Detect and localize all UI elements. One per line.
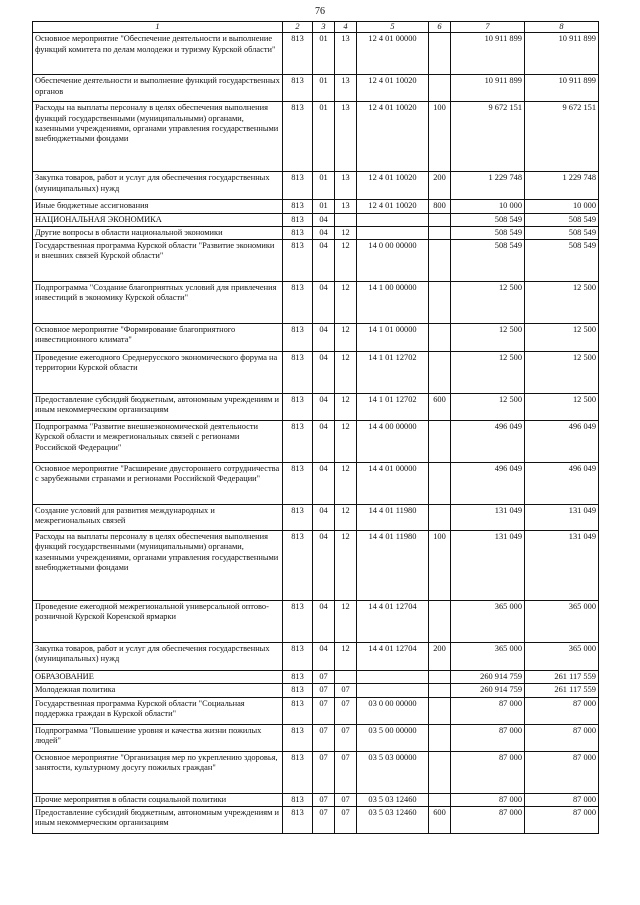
row-name-cell: Подпрограмма "Повышение уровня и качества жизни пожилых людей"	[33, 724, 283, 751]
row-name-cell: Подпрограмма "Развитие внешнеэкономической деятельности Курской области и межрегиональных связей с регионами Российской Федерации"	[33, 421, 283, 463]
target-article-cell: 03 5 03 00000	[357, 751, 429, 793]
subsection-cell: 12	[335, 421, 357, 463]
amount-year2-cell: 9 672 151	[525, 102, 599, 172]
amount-year1-cell: 12 500	[451, 352, 525, 394]
amount-year1-cell: 87 000	[451, 806, 525, 833]
admin-code-cell: 813	[283, 172, 313, 200]
expense-type-cell	[429, 33, 451, 75]
subsection-cell: 12	[335, 531, 357, 601]
table-row	[33, 643, 599, 671]
expense-type-cell	[429, 751, 451, 793]
amount-year1-cell: 131 049	[451, 505, 525, 531]
amount-year1-cell: 10 911 899	[451, 75, 525, 102]
subsection-cell	[335, 213, 357, 226]
column-header-8: 8	[525, 22, 599, 33]
expense-type-cell	[429, 601, 451, 643]
row-name-cell: Предоставление субсидий бюджетным, автономным учреждениям и иным некоммерческим организациям	[33, 394, 283, 421]
subsection-cell: 12	[335, 394, 357, 421]
table-row	[33, 684, 599, 697]
subsection-cell: 07	[335, 724, 357, 751]
section-cell: 07	[313, 751, 335, 793]
subsection-cell: 12	[335, 282, 357, 324]
table-row	[33, 697, 599, 724]
expense-type-cell	[429, 505, 451, 531]
target-article-cell: 14 1 01 12702	[357, 394, 429, 421]
target-article-cell: 12 4 01 10020	[357, 200, 429, 213]
table-row	[33, 671, 599, 684]
subsection-cell: 13	[335, 102, 357, 172]
expense-type-cell: 100	[429, 102, 451, 172]
expense-type-cell	[429, 324, 451, 352]
page-number: 76	[315, 6, 325, 17]
expense-type-cell	[429, 793, 451, 806]
row-name-cell: Иные бюджетные ассигнования	[33, 200, 283, 213]
section-cell: 04	[313, 531, 335, 601]
section-cell: 01	[313, 200, 335, 213]
subsection-cell: 12	[335, 601, 357, 643]
amount-year2-cell: 87 000	[525, 697, 599, 724]
section-cell: 04	[313, 226, 335, 239]
target-article-cell: 14 4 01 11980	[357, 505, 429, 531]
table-row	[33, 352, 599, 394]
row-name-cell: Государственная программа Курской области "Социальная поддержка граждан в Курской области"	[33, 697, 283, 724]
amount-year1-cell: 12 500	[451, 324, 525, 352]
amount-year2-cell: 87 000	[525, 751, 599, 793]
column-header-3: 3	[313, 22, 335, 33]
table-row	[33, 75, 599, 102]
target-article-cell: 03 5 03 12460	[357, 806, 429, 833]
admin-code-cell: 813	[283, 394, 313, 421]
table-row	[33, 505, 599, 531]
amount-year2-cell: 496 049	[525, 463, 599, 505]
expense-type-cell	[429, 724, 451, 751]
amount-year2-cell: 12 500	[525, 324, 599, 352]
expense-type-cell: 200	[429, 172, 451, 200]
subsection-cell: 07	[335, 684, 357, 697]
target-article-cell: 12 4 01 10020	[357, 75, 429, 102]
expense-type-cell	[429, 421, 451, 463]
target-article-cell: 12 4 01 10020	[357, 172, 429, 200]
amount-year2-cell: 10 911 899	[525, 75, 599, 102]
budget-table	[32, 21, 599, 834]
amount-year1-cell: 10 000	[451, 200, 525, 213]
target-article-cell: 14 4 01 12704	[357, 601, 429, 643]
amount-year1-cell: 365 000	[451, 601, 525, 643]
section-cell: 04	[313, 282, 335, 324]
table-row	[33, 226, 599, 239]
target-article-cell: 03 5 00 00000	[357, 724, 429, 751]
amount-year1-cell: 496 049	[451, 463, 525, 505]
column-header-6: 6	[429, 22, 451, 33]
row-name-cell: Основное мероприятие "Формирование благоприятного инвестиционного климата"	[33, 324, 283, 352]
subsection-cell: 07	[335, 806, 357, 833]
subsection-cell: 07	[335, 793, 357, 806]
admin-code-cell: 813	[283, 463, 313, 505]
section-cell: 07	[313, 806, 335, 833]
expense-type-cell: 600	[429, 806, 451, 833]
row-name-cell: Молодежная политика	[33, 684, 283, 697]
amount-year1-cell: 87 000	[451, 724, 525, 751]
admin-code-cell: 813	[283, 601, 313, 643]
target-article-cell: 03 5 03 12460	[357, 793, 429, 806]
section-cell: 07	[313, 697, 335, 724]
admin-code-cell: 813	[283, 531, 313, 601]
subsection-cell: 13	[335, 33, 357, 75]
row-name-cell: Другие вопросы в области национальной экономики	[33, 226, 283, 239]
section-cell: 04	[313, 601, 335, 643]
amount-year2-cell: 508 549	[525, 213, 599, 226]
row-name-cell: Закупка товаров, работ и услуг для обеспечения государственных (муниципальных) нужд	[33, 643, 283, 671]
admin-code-cell: 813	[283, 421, 313, 463]
amount-year1-cell: 87 000	[451, 751, 525, 793]
row-name-cell: Государственная программа Курской области "Развитие экономики и внешних связей Курской области"	[33, 240, 283, 282]
table-row	[33, 531, 599, 601]
table-row	[33, 793, 599, 806]
row-name-cell: Расходы на выплаты персоналу в целях обеспечения выполнения функций государственными (муниципальными) органами, казенными учреждениями, органами управления государственными внебюджетными фондами	[33, 531, 283, 601]
table-row	[33, 200, 599, 213]
subsection-cell: 12	[335, 463, 357, 505]
admin-code-cell: 813	[283, 505, 313, 531]
target-article-cell: 14 4 01 11980	[357, 531, 429, 601]
subsection-cell: 13	[335, 200, 357, 213]
amount-year2-cell: 87 000	[525, 793, 599, 806]
table-row	[33, 463, 599, 505]
amount-year2-cell: 261 117 559	[525, 671, 599, 684]
expense-type-cell	[429, 75, 451, 102]
amount-year2-cell: 10 911 899	[525, 33, 599, 75]
section-cell: 04	[313, 505, 335, 531]
amount-year1-cell: 10 911 899	[451, 33, 525, 75]
table-row	[33, 806, 599, 833]
amount-year1-cell: 12 500	[451, 394, 525, 421]
row-name-cell: Закупка товаров, работ и услуг для обеспечения государственных (муниципальных) нужд	[33, 172, 283, 200]
subsection-cell: 12	[335, 226, 357, 239]
table-row	[33, 601, 599, 643]
amount-year1-cell: 496 049	[451, 421, 525, 463]
table-row	[33, 172, 599, 200]
admin-code-cell: 813	[283, 226, 313, 239]
table-row	[33, 33, 599, 75]
admin-code-cell: 813	[283, 793, 313, 806]
table-row	[33, 394, 599, 421]
amount-year1-cell: 1 229 748	[451, 172, 525, 200]
section-cell: 01	[313, 172, 335, 200]
target-article-cell: 14 4 00 00000	[357, 421, 429, 463]
admin-code-cell: 813	[283, 240, 313, 282]
table-body	[33, 33, 599, 834]
target-article-cell: 12 4 01 10020	[357, 102, 429, 172]
admin-code-cell: 813	[283, 102, 313, 172]
amount-year2-cell: 496 049	[525, 421, 599, 463]
section-cell: 04	[313, 324, 335, 352]
amount-year1-cell: 87 000	[451, 793, 525, 806]
amount-year2-cell: 12 500	[525, 352, 599, 394]
admin-code-cell: 813	[283, 671, 313, 684]
amount-year1-cell: 508 549	[451, 226, 525, 239]
section-cell: 04	[313, 643, 335, 671]
target-article-cell: 14 4 01 12704	[357, 643, 429, 671]
admin-code-cell: 813	[283, 684, 313, 697]
expense-type-cell	[429, 697, 451, 724]
admin-code-cell: 813	[283, 75, 313, 102]
amount-year1-cell: 508 549	[451, 213, 525, 226]
section-cell: 04	[313, 463, 335, 505]
amount-year2-cell: 87 000	[525, 806, 599, 833]
amount-year2-cell: 12 500	[525, 282, 599, 324]
row-name-cell: НАЦИОНАЛЬНАЯ ЭКОНОМИКА	[33, 213, 283, 226]
subsection-cell: 07	[335, 697, 357, 724]
expense-type-cell	[429, 282, 451, 324]
subsection-cell: 13	[335, 172, 357, 200]
target-article-cell	[357, 213, 429, 226]
row-name-cell: Обеспечение деятельности и выполнение функций государственных органов	[33, 75, 283, 102]
table-row	[33, 240, 599, 282]
target-article-cell: 14 0 00 00000	[357, 240, 429, 282]
row-name-cell: ОБРАЗОВАНИЕ	[33, 671, 283, 684]
row-name-cell: Основное мероприятие "Обеспечение деятельности и выполнение функций комитета по делам молодежи и туризму Курской области"	[33, 33, 283, 75]
section-cell: 01	[313, 102, 335, 172]
section-cell: 01	[313, 75, 335, 102]
amount-year2-cell: 365 000	[525, 601, 599, 643]
table-row	[33, 724, 599, 751]
column-header-1: 1	[33, 22, 283, 33]
amount-year2-cell: 1 229 748	[525, 172, 599, 200]
amount-year1-cell: 365 000	[451, 643, 525, 671]
section-cell: 01	[313, 33, 335, 75]
admin-code-cell: 813	[283, 751, 313, 793]
row-name-cell: Расходы на выплаты персоналу в целях обеспечения выполнения функций государственными (муниципальными) органами, казенными учреждениями, органами управления государственными внебюджетными фондами	[33, 102, 283, 172]
column-header-7: 7	[451, 22, 525, 33]
column-header-5: 5	[357, 22, 429, 33]
target-article-cell: 14 1 01 00000	[357, 324, 429, 352]
admin-code-cell: 813	[283, 643, 313, 671]
admin-code-cell: 813	[283, 806, 313, 833]
subsection-cell: 13	[335, 75, 357, 102]
section-cell: 04	[313, 421, 335, 463]
target-article-cell: 14 1 00 00000	[357, 282, 429, 324]
admin-code-cell: 813	[283, 282, 313, 324]
amount-year2-cell: 365 000	[525, 643, 599, 671]
amount-year1-cell: 508 549	[451, 240, 525, 282]
table-row	[33, 213, 599, 226]
target-article-cell: 14 1 01 12702	[357, 352, 429, 394]
expense-type-cell	[429, 226, 451, 239]
amount-year2-cell: 87 000	[525, 724, 599, 751]
expense-type-cell: 100	[429, 531, 451, 601]
amount-year1-cell: 260 914 759	[451, 684, 525, 697]
row-name-cell: Основное мероприятие "Расширение двустороннего сотрудничества с зарубежными странами и регионами Российской Федерации"	[33, 463, 283, 505]
amount-year2-cell: 508 549	[525, 226, 599, 239]
subsection-cell: 12	[335, 643, 357, 671]
section-cell: 04	[313, 213, 335, 226]
row-name-cell: Проведение ежегодного Среднерусского экономического форума на территории Курской области	[33, 352, 283, 394]
section-cell: 07	[313, 671, 335, 684]
row-name-cell: Основное мероприятие "Организация мер по укреплению здоровья, занятости, культурному досугу пожилых граждан"	[33, 751, 283, 793]
table-row	[33, 282, 599, 324]
expense-type-cell	[429, 463, 451, 505]
amount-year2-cell: 131 049	[525, 531, 599, 601]
row-name-cell: Предоставление субсидий бюджетным, автономным учреждениям и иным некоммерческим организациям	[33, 806, 283, 833]
section-cell: 04	[313, 352, 335, 394]
column-header-2: 2	[283, 22, 313, 33]
section-cell: 07	[313, 724, 335, 751]
admin-code-cell: 813	[283, 200, 313, 213]
expense-type-cell	[429, 352, 451, 394]
subsection-cell: 07	[335, 751, 357, 793]
expense-type-cell	[429, 671, 451, 684]
admin-code-cell: 813	[283, 352, 313, 394]
expense-type-cell	[429, 684, 451, 697]
table-row	[33, 421, 599, 463]
target-article-cell	[357, 226, 429, 239]
amount-year2-cell: 10 000	[525, 200, 599, 213]
section-cell: 04	[313, 394, 335, 421]
amount-year1-cell: 260 914 759	[451, 671, 525, 684]
subsection-cell: 12	[335, 505, 357, 531]
section-cell: 07	[313, 793, 335, 806]
section-cell: 07	[313, 684, 335, 697]
table-row	[33, 102, 599, 172]
amount-year1-cell: 9 672 151	[451, 102, 525, 172]
table-row	[33, 751, 599, 793]
target-article-cell: 14 4 01 00000	[357, 463, 429, 505]
subsection-cell: 12	[335, 352, 357, 394]
row-name-cell: Проведение ежегодной межрегиональной универсальной оптово-розничной Курской Коренской ярмарки	[33, 601, 283, 643]
subsection-cell: 12	[335, 324, 357, 352]
expense-type-cell	[429, 213, 451, 226]
amount-year2-cell: 508 549	[525, 240, 599, 282]
row-name-cell: Прочие мероприятия в области социальной политики	[33, 793, 283, 806]
target-article-cell: 03 0 00 00000	[357, 697, 429, 724]
amount-year1-cell: 131 049	[451, 531, 525, 601]
amount-year2-cell: 261 117 559	[525, 684, 599, 697]
column-number-header-row	[33, 22, 599, 33]
admin-code-cell: 813	[283, 324, 313, 352]
amount-year2-cell: 12 500	[525, 394, 599, 421]
row-name-cell: Подпрограмма "Создание благоприятных условий для привлечения инвестиций в экономику Курской области"	[33, 282, 283, 324]
target-article-cell	[357, 671, 429, 684]
table-row	[33, 324, 599, 352]
admin-code-cell: 813	[283, 724, 313, 751]
subsection-cell	[335, 671, 357, 684]
row-name-cell: Создание условий для развития международных и межрегиональных связей	[33, 505, 283, 531]
admin-code-cell: 813	[283, 697, 313, 724]
target-article-cell	[357, 684, 429, 697]
amount-year1-cell: 12 500	[451, 282, 525, 324]
expense-type-cell: 200	[429, 643, 451, 671]
amount-year2-cell: 131 049	[525, 505, 599, 531]
column-header-4: 4	[335, 22, 357, 33]
expense-type-cell	[429, 240, 451, 282]
admin-code-cell: 813	[283, 33, 313, 75]
admin-code-cell: 813	[283, 213, 313, 226]
expense-type-cell: 800	[429, 200, 451, 213]
section-cell: 04	[313, 240, 335, 282]
expense-type-cell: 600	[429, 394, 451, 421]
amount-year1-cell: 87 000	[451, 697, 525, 724]
target-article-cell: 12 4 01 00000	[357, 33, 429, 75]
subsection-cell: 12	[335, 240, 357, 282]
